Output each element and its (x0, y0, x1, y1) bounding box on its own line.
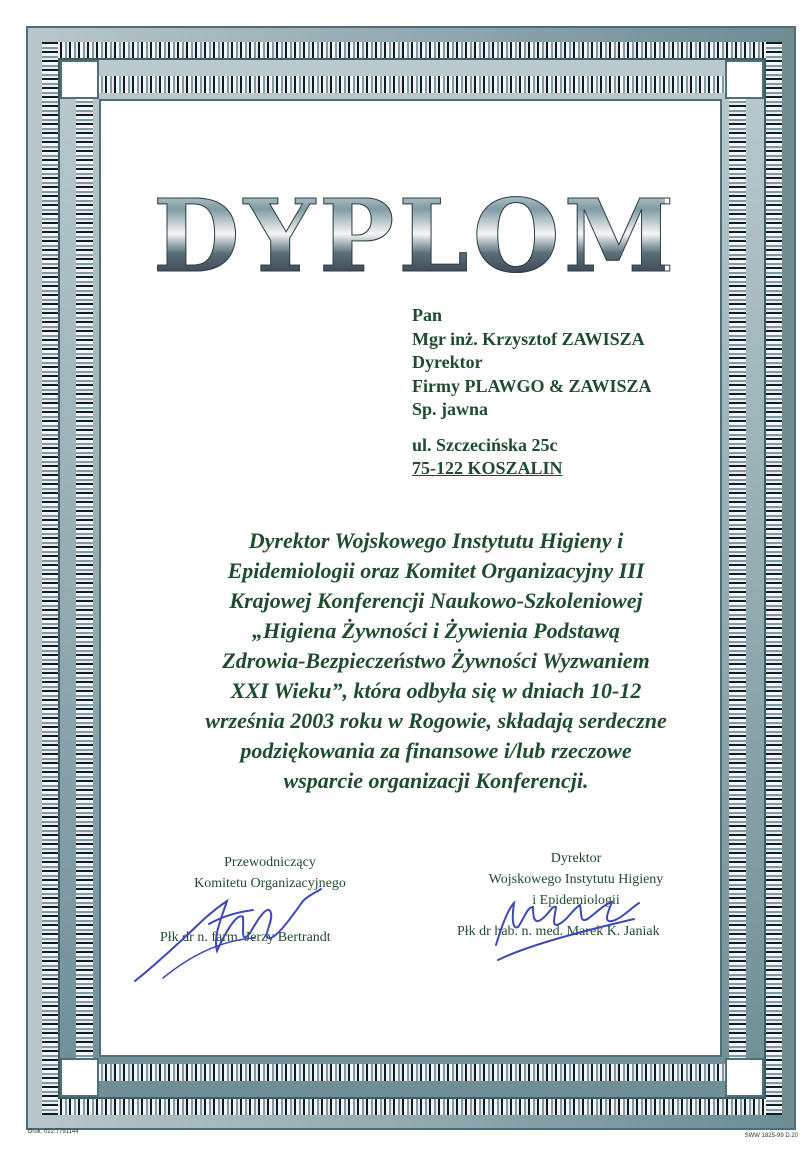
right-title-line: Dyrektor (550, 851, 602, 866)
inner-top-stripes (78, 76, 744, 93)
left-title-line: Komitetu Organizacyjnego (194, 876, 346, 891)
recipient-block (412, 304, 712, 481)
corner-square-bottom-left (60, 1058, 99, 1097)
left-border-stripes (42, 42, 58, 1115)
top-border-stripes (42, 42, 782, 58)
right-border-stripes (766, 42, 782, 1115)
body-line: Zdrowia-Bezpieczeństwo Żywności Wyzwaniem (222, 648, 650, 673)
recipient-city: 75-122 KOSZALIN (412, 458, 563, 478)
recipient-line: Pan (412, 305, 443, 325)
body-line: Dyrektor Wojskowego Instytutu Higieny i (248, 528, 624, 553)
corner-square-top-right (725, 60, 764, 99)
printer-mark-right: SWW 1825-99 D.20 (744, 1133, 798, 1139)
inner-left-stripes (76, 78, 93, 1078)
recipient-gap (412, 422, 712, 434)
body-line: Epidemiologii oraz Komitet Organizacyjny III (227, 558, 645, 583)
right-handwritten-signature (484, 885, 644, 970)
body-line: XXI Wieku”, która odbyła się w dniach 10-12 (230, 678, 642, 703)
body-line: wsparcie organizacji Konferencji. (283, 768, 589, 793)
body-line: września 2003 roku w Rogowie, składają serdeczne (205, 708, 667, 733)
recipient-street: ul. Szczecińska 25c (412, 434, 558, 455)
recipient-line: Mgr inż. Krzysztof ZAWISZA (412, 328, 645, 349)
recipient-line: Sp. jawna (412, 399, 489, 419)
corner-square-bottom-right (725, 1058, 764, 1097)
recipient-line: Dyrektor (412, 352, 483, 372)
body-line: Krajowej Konferencji Naukowo-Szkoleniowej (229, 588, 643, 613)
inner-bottom-stripes (78, 1064, 744, 1081)
diploma-body (140, 526, 732, 796)
recipient-line: Firmy PLAWGO & ZAWISZA (412, 375, 652, 396)
corner-square-top-left (60, 60, 99, 99)
right-signatory-name: Płk dr hab. n. med. Marek K. Janiak (457, 924, 660, 939)
bottom-border-stripes (42, 1099, 782, 1115)
printer-mark-left: Druk. 022 7791144 (28, 1129, 79, 1135)
body-line: podziękowania za finansowe i/lub rzeczowe (240, 738, 632, 763)
right-title-line: i Epidemiologii (532, 893, 620, 908)
body-line: „Higiena Żywności i Żywienia Podstawą (252, 618, 620, 643)
left-signatory-name: Płk dr n. farm. Jerzy Bertrandt (160, 930, 331, 945)
left-handwritten-signature (125, 885, 325, 995)
left-title-line: Przewodniczący (224, 855, 316, 870)
diploma-title: DYPLOM (153, 177, 679, 295)
right-title-line: Wojskowego Instytutu Higieny (488, 872, 664, 887)
